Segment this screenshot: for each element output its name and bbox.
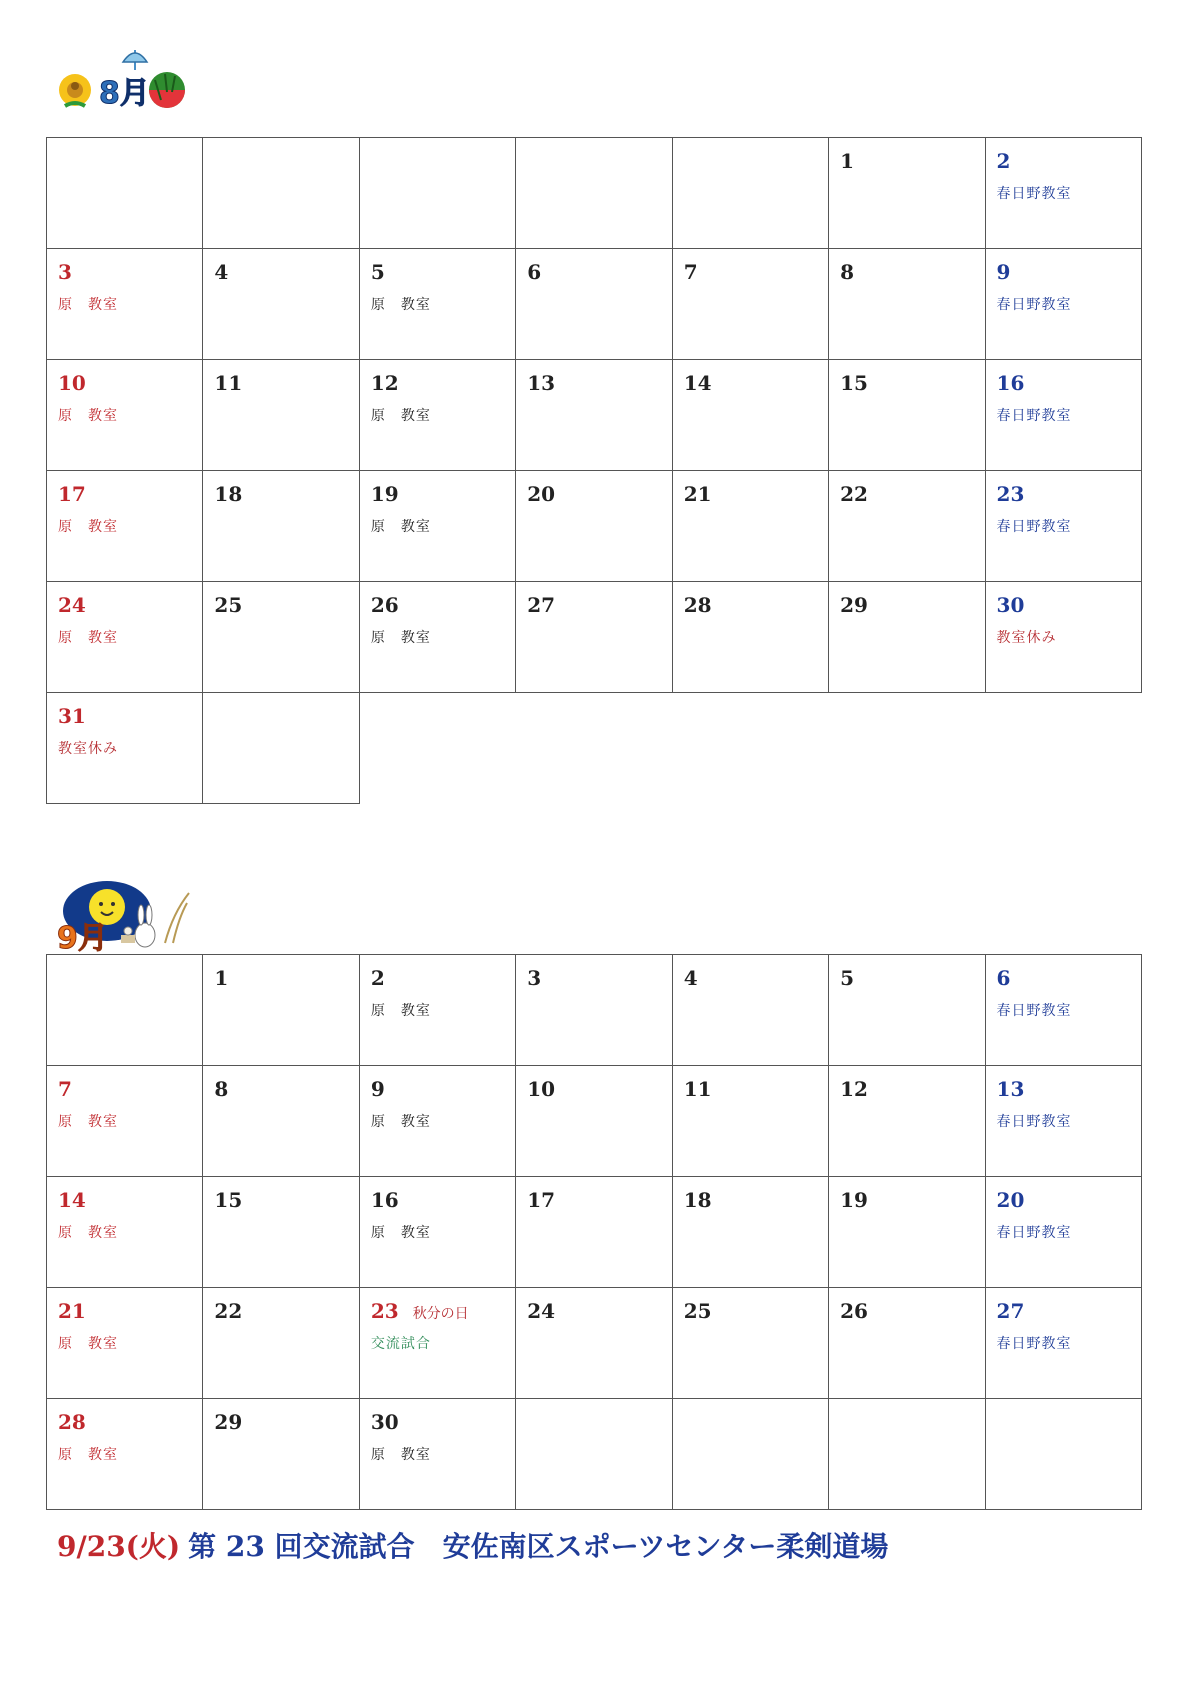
- calendar-day-cell: [516, 955, 672, 1066]
- calendar-week-row: [47, 693, 1142, 804]
- day-number-text: 24: [527, 1299, 556, 1323]
- calendar-day-cell: [516, 1399, 672, 1510]
- calendar-week-row: [47, 955, 1142, 1066]
- day-number: [673, 249, 828, 284]
- class-schedule-note: 原 教室: [370, 1114, 431, 1130]
- day-number: [986, 360, 1141, 395]
- day-number-text: 18: [214, 482, 243, 506]
- class-schedule-note: 春日野教室: [996, 297, 1072, 313]
- calendar-day-cell: [516, 471, 672, 582]
- day-number: [203, 582, 358, 617]
- day-number: [829, 138, 984, 173]
- day-number-text: 25: [683, 1299, 712, 1323]
- day-number-text: 17: [527, 1188, 556, 1212]
- day-number: [829, 1066, 984, 1101]
- day-number: [360, 582, 515, 617]
- day-number-text: 13: [527, 371, 556, 395]
- day-number: [47, 471, 202, 506]
- day-number-text: 29: [214, 1410, 243, 1434]
- class-schedule-note: 春日野教室: [996, 1336, 1072, 1352]
- day-number: [516, 955, 671, 990]
- calendar-day-cell: [203, 1177, 359, 1288]
- class-schedule-note: 原 教室: [370, 1225, 431, 1241]
- class-schedule-note: 教室休み: [58, 741, 118, 757]
- calendar-day-cell: [203, 138, 359, 249]
- calendar-day-cell: [985, 471, 1141, 582]
- calendar-week-row: [47, 1288, 1142, 1399]
- class-schedule-note: 原 教室: [370, 1003, 431, 1019]
- day-number: [673, 1177, 828, 1212]
- calendar-day-cell: [985, 138, 1141, 249]
- watermelon-icon: [149, 72, 185, 108]
- class-schedule-note: 原 教室: [370, 408, 431, 424]
- day-number-text: 15: [840, 371, 868, 395]
- day-number-text: 6: [996, 966, 1011, 990]
- day-number: [203, 249, 358, 284]
- calendar-blank: [672, 693, 828, 804]
- event-date: 9/23(火): [57, 1530, 181, 1563]
- day-number: [516, 360, 671, 395]
- september-calendar: [46, 954, 1142, 1510]
- day-number: [673, 955, 828, 990]
- calendar-day-cell: [47, 955, 203, 1066]
- calendar-day-cell: [672, 360, 828, 471]
- calendar-week-row: [47, 249, 1142, 360]
- calendar-day-cell: [47, 138, 203, 249]
- calendar-day-cell: [47, 693, 203, 804]
- august-logo-label: 8月: [99, 76, 150, 111]
- day-number-text: 28: [58, 1410, 86, 1434]
- day-number-text: 24: [58, 593, 86, 617]
- day-number: [360, 1066, 515, 1101]
- calendar-day-cell: [203, 1399, 359, 1510]
- day-number: [203, 1066, 358, 1101]
- day-number-text: 20: [996, 1188, 1025, 1212]
- calendar-day-cell: [985, 1066, 1141, 1177]
- class-schedule-note: 春日野教室: [996, 519, 1072, 535]
- calendar-day-cell: [829, 1177, 985, 1288]
- calendar-day-cell: [985, 1288, 1141, 1399]
- day-number-text: 29: [840, 593, 868, 617]
- day-number: [203, 955, 358, 990]
- day-number-text: 16: [370, 1188, 399, 1212]
- day-number: [829, 360, 984, 395]
- class-schedule-note: 原 教室: [58, 630, 118, 646]
- class-schedule-note: 春日野教室: [996, 1114, 1072, 1130]
- calendar-day-cell: [359, 1399, 515, 1510]
- calendar-day-cell: [829, 138, 985, 249]
- calendar-week-row: [47, 1177, 1142, 1288]
- day-number: [47, 1066, 202, 1101]
- calendar-day-cell: [203, 582, 359, 693]
- event-announcement: [57, 1525, 888, 1565]
- day-number: [203, 1399, 358, 1434]
- class-schedule-note: 交流試合: [370, 1336, 431, 1352]
- day-number-text: 23: [370, 1299, 399, 1323]
- day-number: [47, 360, 202, 395]
- day-number: [360, 1399, 515, 1434]
- calendar-day-cell: [672, 1288, 828, 1399]
- day-number-text: 19: [840, 1188, 868, 1212]
- day-number-text: 11: [214, 371, 243, 395]
- day-number: [986, 138, 1141, 173]
- calendar-day-cell: [985, 1177, 1141, 1288]
- calendar-day-cell: [203, 1288, 359, 1399]
- calendar-day-cell: [203, 249, 359, 360]
- day-number-text: 26: [370, 593, 399, 617]
- day-number: [47, 1288, 202, 1323]
- calendar-day-cell: [672, 1066, 828, 1177]
- day-number: [986, 249, 1141, 284]
- september-logo-label: 9月: [57, 921, 108, 956]
- day-number-text: 31: [58, 704, 86, 728]
- calendar-blank: [985, 693, 1141, 804]
- calendar-day-cell: [672, 582, 828, 693]
- calendar-day-cell: [829, 1288, 985, 1399]
- calendar-day-cell: [359, 1066, 515, 1177]
- class-schedule-note: 原 教室: [370, 519, 431, 535]
- day-number: [360, 471, 515, 506]
- day-number-text: 21: [683, 482, 712, 506]
- class-schedule-note: 原 教室: [370, 297, 431, 313]
- calendar-day-cell: [672, 138, 828, 249]
- class-schedule-note: 原 教室: [58, 408, 118, 424]
- calendar-day-cell: [516, 249, 672, 360]
- day-number: [203, 471, 358, 506]
- day-number-text: 8: [214, 1077, 229, 1101]
- wind-chime-icon: [123, 50, 147, 70]
- day-number-text: 27: [527, 593, 556, 617]
- day-number-text: 17: [58, 482, 86, 506]
- calendar-day-cell: [359, 955, 515, 1066]
- calendar-day-cell: [829, 471, 985, 582]
- calendar-day-cell: [672, 471, 828, 582]
- class-schedule-note: 原 教室: [58, 297, 118, 313]
- day-number-text: 1: [840, 149, 855, 173]
- day-number-text: 10: [58, 371, 86, 395]
- calendar-day-cell: [985, 955, 1141, 1066]
- calendar-blank: [829, 693, 985, 804]
- class-schedule-note: 原 教室: [58, 1225, 118, 1241]
- august-logo: [55, 40, 195, 120]
- day-number: [516, 1177, 671, 1212]
- calendar-day-cell: [359, 1177, 515, 1288]
- day-number: [516, 582, 671, 617]
- class-schedule-note: 原 教室: [370, 630, 431, 646]
- day-number-text: 22: [840, 482, 868, 506]
- calendar-day-cell: [47, 1177, 203, 1288]
- event-description: 第 23 回交流試合 安佐南区スポーツセンター柔剣道場: [188, 1530, 889, 1563]
- day-number-text: 6: [527, 260, 542, 284]
- calendar-day-cell: [359, 582, 515, 693]
- day-number: [360, 955, 515, 990]
- day-number-text: 19: [370, 482, 399, 506]
- calendar-day-cell: [829, 360, 985, 471]
- day-number: [829, 955, 984, 990]
- calendar-day-cell: [47, 1288, 203, 1399]
- calendar-day-cell: [203, 955, 359, 1066]
- calendar-day-cell: [47, 471, 203, 582]
- calendar-day-cell: [672, 1177, 828, 1288]
- day-number-text: 23: [996, 482, 1025, 506]
- day-number-text: 13: [996, 1077, 1025, 1101]
- calendar-week-row: [47, 471, 1142, 582]
- day-number-text: 5: [840, 966, 855, 990]
- day-number: [673, 471, 828, 506]
- calendar-day-cell: [47, 1066, 203, 1177]
- day-number: [47, 582, 202, 617]
- day-number-text: 10: [527, 1077, 556, 1101]
- calendar-week-row: [47, 138, 1142, 249]
- class-schedule-note: 春日野教室: [996, 1003, 1072, 1019]
- day-number-text: 11: [683, 1077, 712, 1101]
- day-number: [47, 249, 202, 284]
- day-number-text: 4: [683, 966, 698, 990]
- day-number-text: 4: [214, 260, 229, 284]
- calendar-blank: [516, 693, 672, 804]
- calendar-day-cell: [829, 582, 985, 693]
- day-number: [516, 1288, 671, 1323]
- day-number: [673, 582, 828, 617]
- day-number: [360, 1177, 515, 1212]
- day-number: [360, 1288, 515, 1323]
- class-schedule-note: 原 教室: [58, 519, 118, 535]
- calendar-week-row: [47, 1399, 1142, 1510]
- class-schedule-note: 原 教室: [58, 1447, 118, 1463]
- day-number-text: 2: [996, 149, 1011, 173]
- day-number-text: 9: [996, 260, 1011, 284]
- class-schedule-note: 春日野教室: [996, 186, 1072, 202]
- day-number-text: 3: [527, 966, 542, 990]
- calendar-day-cell: [516, 360, 672, 471]
- calendar-blank: [359, 693, 515, 804]
- day-number: [986, 1288, 1141, 1323]
- september-logo: [55, 873, 195, 956]
- calendar-day-cell: [47, 582, 203, 693]
- calendar-day-cell: [829, 1399, 985, 1510]
- calendar-day-cell: [47, 360, 203, 471]
- day-number-text: 3: [58, 260, 72, 284]
- day-number-text: 15: [214, 1188, 243, 1212]
- day-number: [829, 582, 984, 617]
- calendar-day-cell: [359, 249, 515, 360]
- calendar-day-cell: [985, 1399, 1141, 1510]
- calendar-day-cell: [516, 138, 672, 249]
- day-number: [516, 1066, 671, 1101]
- day-number-text: 18: [683, 1188, 712, 1212]
- day-number-text: 8: [840, 260, 855, 284]
- day-number-text: 12: [840, 1077, 868, 1101]
- day-number-text: 2: [370, 966, 385, 990]
- calendar-week-row: [47, 1066, 1142, 1177]
- day-number-text: 9: [370, 1077, 385, 1101]
- day-number: [47, 1177, 202, 1212]
- calendar-day-cell: [672, 249, 828, 360]
- day-number-text: 14: [683, 371, 712, 395]
- day-number-text: 28: [683, 593, 712, 617]
- day-number: [47, 1399, 202, 1434]
- day-number: [986, 1066, 1141, 1101]
- calendar-day-cell: [985, 249, 1141, 360]
- calendar-day-cell: [985, 360, 1141, 471]
- day-number: [829, 249, 984, 284]
- day-number-text: 12: [370, 371, 399, 395]
- day-number: [986, 471, 1141, 506]
- august-calendar: [46, 137, 1142, 804]
- day-number-text: 22: [214, 1299, 243, 1323]
- class-schedule-note: 原 教室: [58, 1336, 118, 1352]
- day-number: [673, 1066, 828, 1101]
- day-number: [986, 1177, 1141, 1212]
- calendar-week-row: [47, 582, 1142, 693]
- class-schedule-note: 原 教室: [370, 1447, 431, 1463]
- day-number-text: 7: [58, 1077, 72, 1101]
- calendar-day-cell: [672, 955, 828, 1066]
- day-number: [516, 249, 671, 284]
- calendar-day-cell: [829, 249, 985, 360]
- day-number-text: 16: [996, 371, 1025, 395]
- holiday-label: 秋分の日: [412, 1306, 469, 1322]
- calendar-day-cell: [359, 1288, 515, 1399]
- day-number: [360, 360, 515, 395]
- calendar-day-cell: [985, 582, 1141, 693]
- calendar-day-cell: [829, 1066, 985, 1177]
- calendar-week-row: [47, 360, 1142, 471]
- calendar-day-cell: [516, 1177, 672, 1288]
- day-number-text: 14: [58, 1188, 86, 1212]
- class-schedule-note: 原 教室: [58, 1114, 118, 1130]
- day-number-text: 1: [214, 966, 229, 990]
- day-number: [203, 360, 358, 395]
- day-number: [360, 249, 515, 284]
- day-number: [203, 1288, 358, 1323]
- day-number: [673, 360, 828, 395]
- calendar-day-cell: [359, 138, 515, 249]
- calendar-day-cell: [516, 582, 672, 693]
- day-number: [986, 582, 1141, 617]
- calendar-day-cell: [359, 360, 515, 471]
- day-number: [673, 1288, 828, 1323]
- calendar-day-cell: [516, 1066, 672, 1177]
- calendar-day-cell: [203, 1066, 359, 1177]
- calendar-day-cell: [516, 1288, 672, 1399]
- calendar-day-cell: [829, 955, 985, 1066]
- day-number: [516, 471, 671, 506]
- calendar-day-cell: [47, 249, 203, 360]
- day-number-text: 27: [996, 1299, 1025, 1323]
- day-number-text: 25: [214, 593, 243, 617]
- day-number: [986, 955, 1141, 990]
- day-number: [829, 1177, 984, 1212]
- calendar-day-cell: [672, 1399, 828, 1510]
- day-number: [203, 1177, 358, 1212]
- day-number-text: 30: [370, 1410, 399, 1434]
- day-number-text: 20: [527, 482, 556, 506]
- day-number: [829, 471, 984, 506]
- day-number: [47, 693, 202, 728]
- class-schedule-note: 春日野教室: [996, 1225, 1072, 1241]
- day-number-text: 7: [683, 260, 698, 284]
- calendar-day-cell: [359, 471, 515, 582]
- calendar-day-cell: [203, 471, 359, 582]
- day-number-text: 26: [840, 1299, 868, 1323]
- calendar-day-cell: [47, 1399, 203, 1510]
- day-number-text: 30: [996, 593, 1025, 617]
- day-number-text: 21: [58, 1299, 86, 1323]
- calendar-day-cell: [203, 360, 359, 471]
- class-schedule-note: 春日野教室: [996, 408, 1072, 424]
- day-number-text: 5: [370, 260, 385, 284]
- susuki-grass-icon: [165, 893, 189, 943]
- day-number: [829, 1288, 984, 1323]
- calendar-day-cell: [203, 693, 359, 804]
- class-schedule-note: 教室休み: [996, 630, 1057, 646]
